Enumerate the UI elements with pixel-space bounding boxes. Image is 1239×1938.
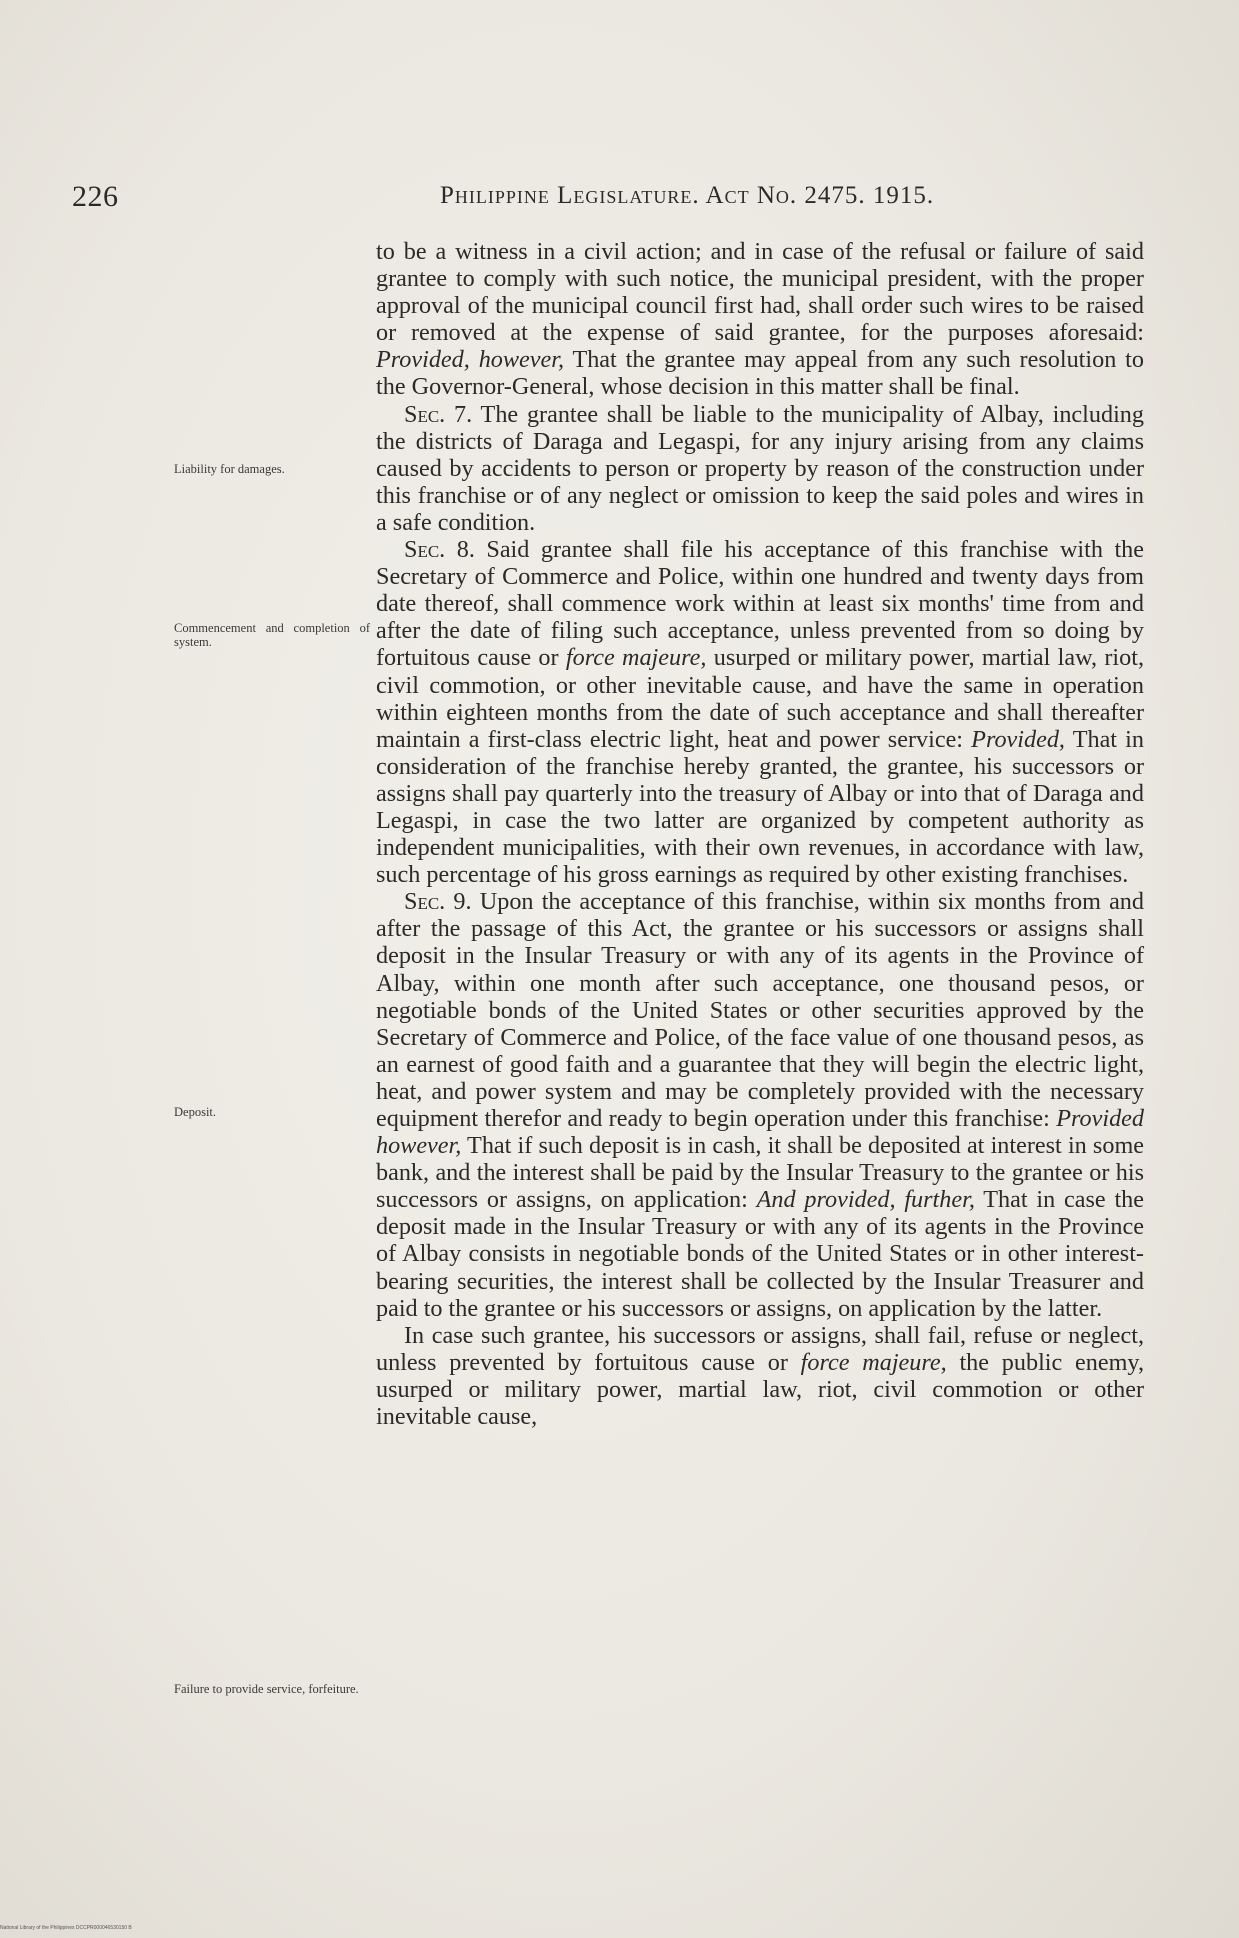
italic-run: Provided however, — [376, 1105, 1144, 1160]
text-run: the public enemy, usurped or military power, martial law, riot, civil commotion or other inevitable cause, — [376, 1348, 1144, 1431]
running-head: Philippine Legislature. Act No. 2475. 1915. — [440, 182, 935, 209]
continuation-paragraph — [376, 238, 1144, 401]
text-run: That if such deposit is in cash, it shall be deposited at interest in some bank, and the interest shall be paid by the Insular Treasury to the grantee or his successors or assigns, on application: — [376, 1132, 1144, 1214]
page-number: 226 — [72, 180, 119, 213]
text-run: That in consideration of the franchise hereby granted, the grantee, his successors or assigns shall pay quarterly into the treasury of Albay or into that of Daraga and Legaspi, in case the two latter are organized by competent authority as independent municipalities, with their own revenues, in accordance with law, such percentage of his gross earnings as required by other existing franchises. — [376, 725, 1144, 889]
text-run: to be a witness in a civil action; and in case of the refusal or failure of said grantee to comply with such notice, the municipal president, with the proper approval of the municipal council first had, shall order such wires to be raised or removed at the expense of said grantee, for the purposes aforesaid: — [376, 238, 1144, 347]
margin-note-deposit: Deposit. — [174, 1105, 217, 1119]
italic-run: force majeure, — [800, 1348, 947, 1376]
italic-run: force majeure, — [565, 644, 707, 672]
body-text — [376, 238, 1144, 1430]
section-label: Sec. 7. — [404, 400, 473, 428]
text-run: In case such grantee, his successors or assigns, shall fail, refuse or neglect, unless prevented by fortuitous cause or — [376, 1321, 1144, 1376]
margin-note-commencement: Commencement and completion of system. — [174, 621, 370, 649]
section-label: Sec. 8. — [404, 536, 475, 564]
text-run: The grantee shall be liable to the municipality of Albay, including the districts of Daraga and Legaspi, for any injury arising from any claims caused by accidents to person or property by reason of the construction under this franchise or of any neglect or omission to keep the said poles and wires in a safe condition. — [376, 400, 1144, 536]
text-run: That the grantee may appeal from any such resolution to the Governor-General, whose decision in this matter shall be final. — [376, 346, 1144, 401]
section-9-paragraph — [376, 888, 1144, 1322]
scan-credit: National Library of the Philippines DCCPR000046530150 B — [0, 1925, 132, 1931]
text-run: Said grantee shall file his acceptance of this franchise with the Secretary of Commerce and Police, within one hundred and twenty days from date thereof, shall commence work within at least six months' time from and after the date of filing such acceptance, unless prevented from so doing by fortuitous cause or — [376, 536, 1144, 672]
text-run: That in case the deposit made in the Insular Treasury or with any of its agents in the Province of Albay consists in negotiable bonds of the United States or in other interest-bearing securities, the interest shall be collected by the Insular Treasurer and paid to the grantee or his successors or assigns, on application by the latter. — [376, 1186, 1144, 1322]
section-7-paragraph — [376, 401, 1144, 536]
italic-run: Provided, however, — [376, 346, 564, 374]
section-label: Sec. 9. — [404, 888, 472, 916]
margin-note-liability: Liability for damages. — [174, 462, 285, 476]
italic-run: Provided, — [971, 725, 1065, 753]
forfeiture-paragraph — [376, 1322, 1144, 1430]
italic-run: And provided, further, — [756, 1186, 975, 1214]
text-run: usurped or military power, martial law, riot, civil commotion, or other inevitable cause, and have the same in operation within eighteen months from the date of such acceptance and shall thereafter maintain a first-class electric light, heat and power service: — [376, 644, 1144, 753]
margin-note-failure: Failure to provide service, forfeiture. — [174, 1682, 359, 1696]
section-8-paragraph — [376, 536, 1144, 888]
text-run: Upon the acceptance of this franchise, within six months from and after the passage of this Act, the grantee or his successors or assigns shall deposit in the Insular Treasury or with any of its agents in the Province of Albay, within one month after such acceptance, one thousand pesos, or negotiable bonds of the United States or other securities approved by the Secretary of Commerce and Police, of the face value of one thousand pesos, as an earnest of good faith and a guarantee that they will begin the electric light, heat, and power system and may be completely provided with the necessary equipment therefor and ready to begin operation under this franchise: — [376, 888, 1144, 1132]
